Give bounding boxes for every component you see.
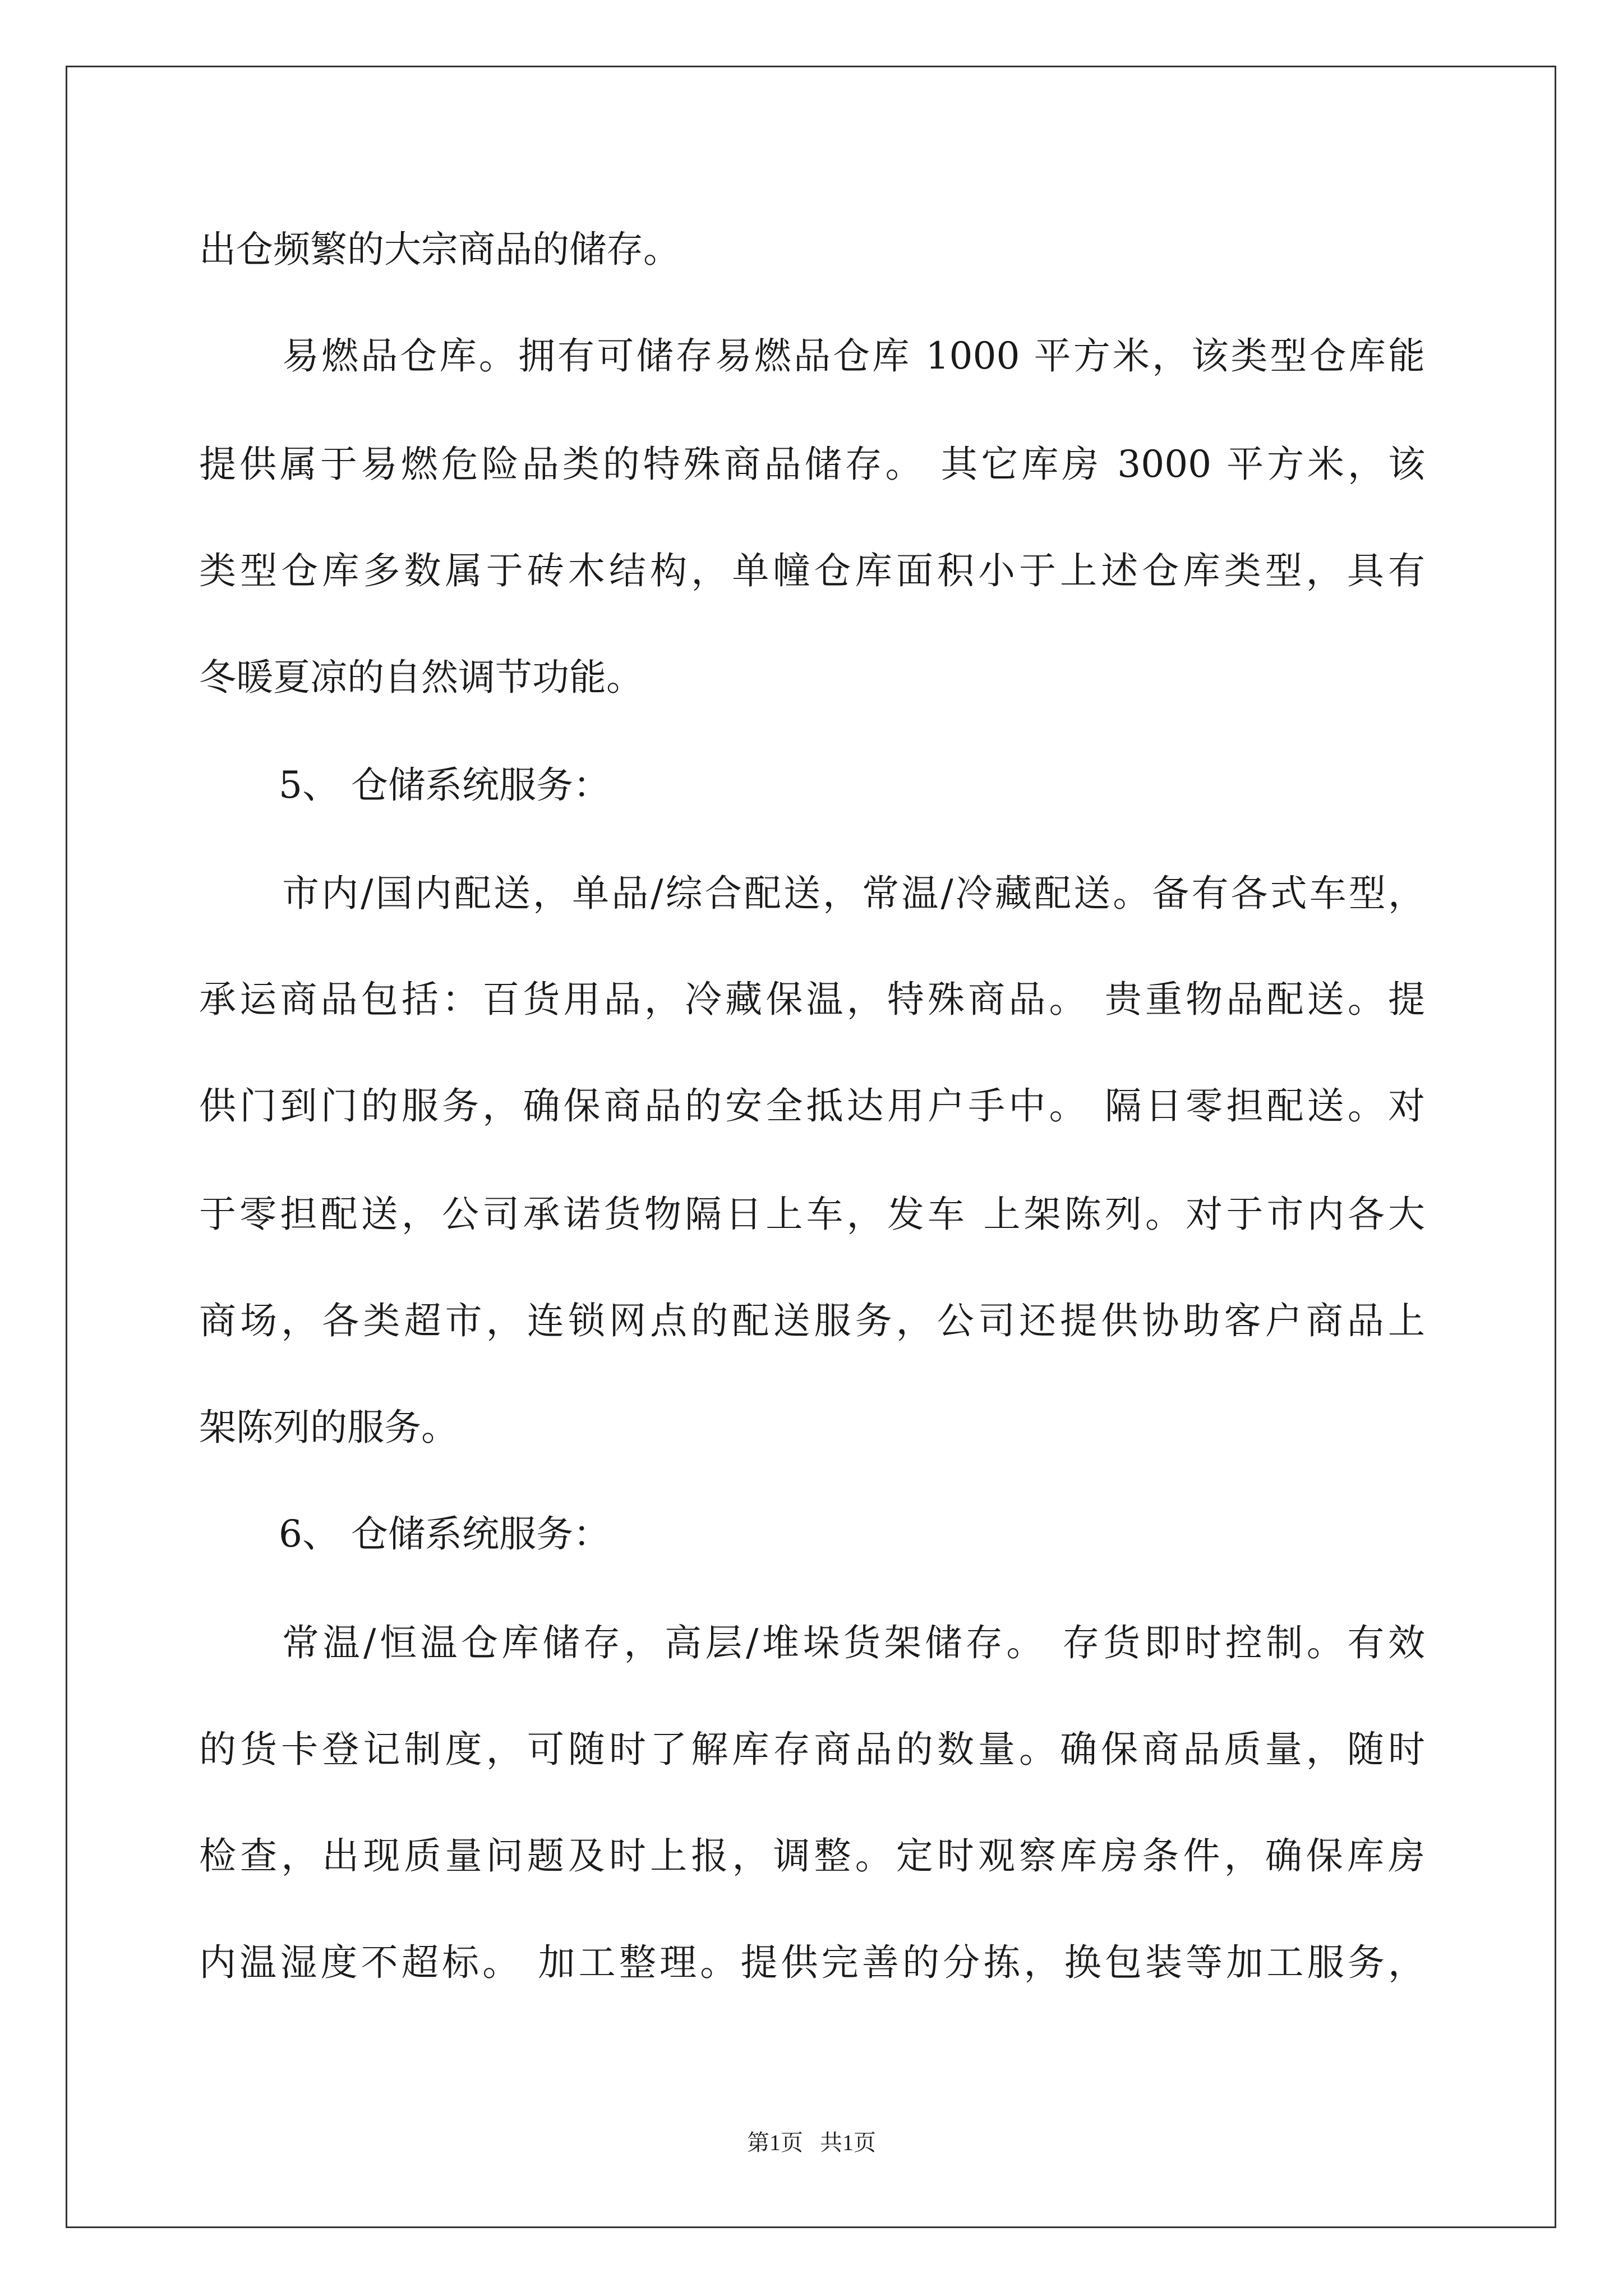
page-border — [66, 66, 1556, 2228]
body-line: 常温/恒温仓库储存，高层/堆垛货架储存。 存货即时控制。有效 — [282, 1621, 1425, 1664]
body-line: 市内/国内配送，单品/综合配送，常温/冷藏配送。备有各式车型， — [282, 872, 1425, 915]
body-line: 承运商品包括：百货用品，冷藏保温，特殊商品。 贵重物品配送。提 — [199, 978, 1425, 1021]
body-line: 提供属于易燃危险品类的特殊商品储存。 其它库房 3000 平方米，该 — [199, 443, 1425, 486]
body-line: 检查，出现质量问题及时上报，调整。定时观察库房条件，确保库房 — [199, 1834, 1425, 1878]
body-line: 的货卡登记制度，可随时了解库存商品的数量。确保商品质量，随时 — [199, 1728, 1425, 1771]
section-heading: 5、 仓储系统服务： — [279, 763, 610, 807]
body-line: 内温湿度不超标。 加工整理。提供完善的分拣，换包装等加工服务， — [199, 1941, 1425, 1984]
body-line: 冬暖夏凉的自然调节功能。 — [199, 656, 643, 699]
body-line: 于零担配送，公司承诺货物隔日上车，发车 上架陈列。对于市内各大 — [199, 1193, 1425, 1236]
page-footer: 第1页 共1页 — [747, 2130, 876, 2155]
body-line: 出仓频繁的大宗商品的储存。 — [199, 228, 680, 271]
body-line: 易燃品仓库。拥有可储存易燃品仓库 1000 平方米，该类型仓库能 — [282, 334, 1425, 378]
body-line: 供门到门的服务，确保商品的安全抵达用户手中。 隔日零担配送。对 — [199, 1084, 1425, 1128]
body-line: 类型仓库多数属于砖木结构，单幢仓库面积小于上述仓库类型，具有 — [199, 549, 1425, 592]
section-heading: 6、 仓储系统服务： — [279, 1512, 610, 1556]
body-line: 架陈列的服务。 — [199, 1406, 458, 1449]
body-line: 商场，各类超市，连锁网点的配送服务，公司还提供协助客户商品上 — [199, 1299, 1425, 1342]
